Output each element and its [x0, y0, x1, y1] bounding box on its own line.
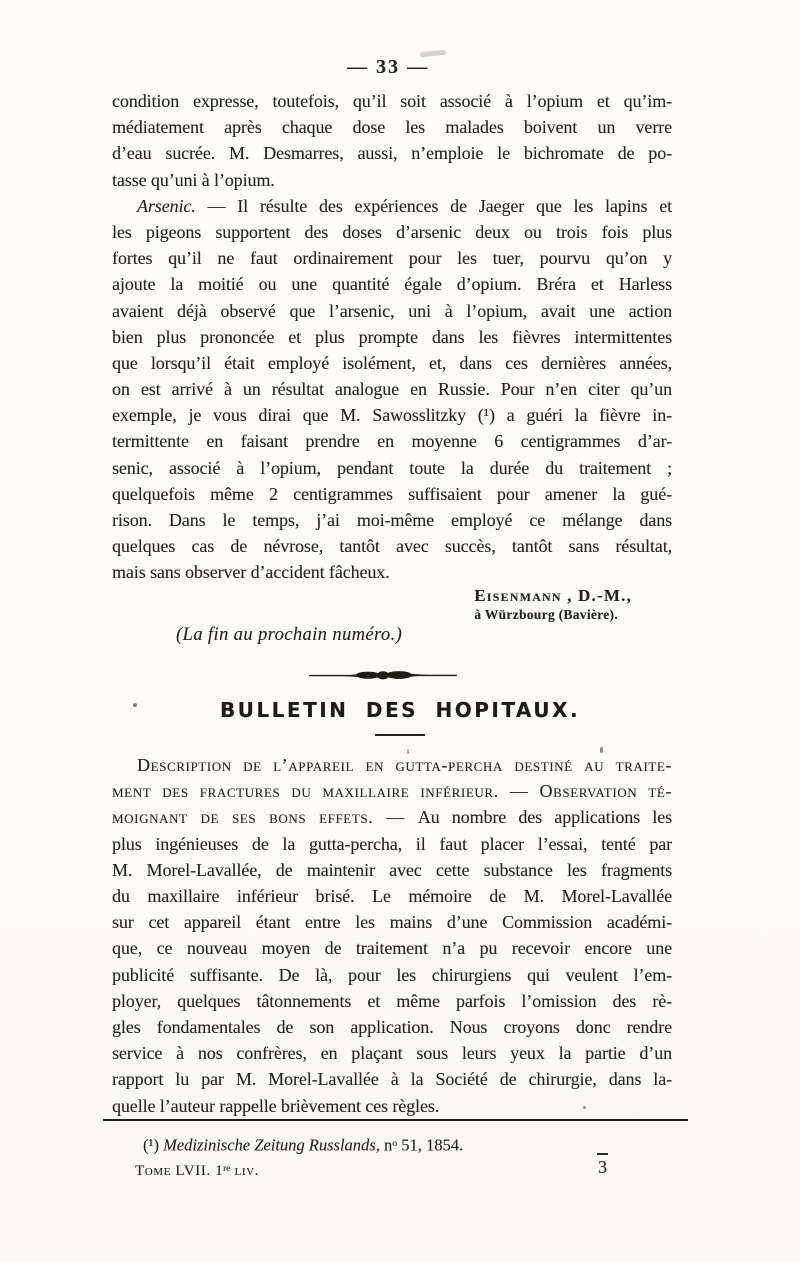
text-segment: ment des fractures du maxillaire inférieur. — Observation té-: [112, 781, 672, 802]
text-line: [112, 376, 672, 402]
text-segment: Description de l’appareil en gutta-percha destiné au traite-: [137, 755, 672, 776]
text-segment: n: [379, 1135, 393, 1155]
text-line: [112, 402, 672, 428]
text-segment: tasse qu’uni à l’opium.: [112, 169, 275, 190]
text-segment: ajoute la moitié ou une quantité égale d’opium. Bréra et Harless: [112, 274, 672, 295]
text-segment: exemple, je vous dirai que M. Sawosslitzky (¹) a guéri la fièvre in-: [112, 405, 672, 426]
paragraph-arsenic: [112, 193, 672, 586]
text-segment: service à nos confrères, en plaçant sous leurs yeux la partie d’un: [112, 1043, 672, 1064]
text-segment: condition expresse, toutefois, qu’il soit associé à l’opium et qu’im-: [112, 91, 672, 111]
text-segment: avaient déjà observé que l’arsenic, uni à l’opium, avait une action: [112, 300, 672, 321]
page-footer: [112, 1157, 672, 1181]
author-location: à Würzbourg (Bavière).: [474, 606, 618, 622]
text-line: [112, 935, 672, 961]
text-segment: d’eau sucrée. M. Desmarres, aussi, n’emploie le bichromate de po-: [112, 143, 672, 164]
text-segment: Au nombre des applications les: [417, 807, 672, 828]
text-line: [112, 455, 672, 481]
sheet-number: 3: [597, 1153, 608, 1179]
text-segment: médiatement après chaque dose les malades boivent un verre: [112, 117, 672, 138]
text-line: [112, 428, 672, 454]
text-column: [112, 88, 672, 1119]
text-segment: termittente en faisant prendre en moyenne 6 centigrammes d’ar-: [112, 431, 672, 452]
print-artifact: [407, 749, 409, 754]
text-line: [112, 752, 672, 778]
text-segment: re: [223, 1163, 231, 1173]
text-line: [112, 298, 672, 324]
page-number: — 33 —: [347, 56, 429, 78]
text-line: [112, 857, 672, 883]
text-line: [112, 324, 672, 350]
text-segment: publicité suffisante. De là, pour les chirurgiens qui veulent l’em-: [112, 964, 672, 985]
text-line: [112, 219, 672, 245]
text-segment: quelle l’auteur rappelle brièvement ces règles.: [112, 1095, 440, 1116]
section-divider-ornament: [308, 668, 458, 682]
text-line: [112, 140, 672, 166]
text-line: [112, 1093, 672, 1119]
text-segment: rison. Dans le temps, j’ai moi-même employé ce mélange dans: [112, 510, 672, 530]
text-line: [112, 883, 672, 909]
text-segment: quelquefois même 2 centigrammes suffisaient pour amener la gué-: [112, 483, 672, 504]
title-underline: [375, 734, 425, 737]
text-line: [112, 271, 672, 297]
text-line: [112, 114, 672, 140]
text-segment: les pigeons supportent des doses d’arsenic deux ou trois fois plus: [112, 221, 672, 242]
paragraph-continuation: [112, 88, 672, 193]
text-line: [112, 167, 672, 193]
text-line: [112, 193, 672, 219]
text-segment: rapport lu par M. Morel-Lavallée à la Société de chirurgie, dans la-: [112, 1069, 672, 1090]
text-segment: Medizinische Zeitung Russlands,: [163, 1135, 380, 1155]
text-segment: fortes qu’il ne faut ordinairement pour les tuer, pourvu qu’on y: [112, 248, 672, 269]
text-line: [112, 559, 672, 585]
text-segment: moignant de ses bons effets. —: [112, 807, 418, 828]
text-line: [112, 1066, 672, 1092]
text-line: [112, 778, 672, 804]
text-line: [112, 88, 672, 114]
author-name: Eisenmann , D.-M.,: [474, 585, 632, 605]
text-line: [112, 533, 672, 559]
text-segment: que lorsqu’il était employé isolément, et, dans ces dernières années,: [112, 352, 672, 373]
text-segment: o: [392, 1138, 398, 1149]
text-line: [112, 350, 672, 376]
text-line: [112, 909, 672, 935]
text-segment: mais sans observer d’accident fâcheux.: [112, 562, 390, 583]
text-segment: du maxillaire inférieur brisé. Le mémoire de M. Morel-Lavallée: [112, 886, 672, 906]
text-segment: que, ce nouveau moyen de traitement n’a pu recevoir encore une: [112, 938, 672, 959]
text-segment: on est arrivé à un résultat analogue en Russie. Pour n’en citer qu’un: [112, 379, 672, 400]
text-line: [112, 831, 672, 857]
text-line: [112, 245, 672, 271]
print-artifact: [133, 703, 137, 707]
text-segment: sur cet appareil étant entre les mains d’une Commission académi-: [112, 912, 672, 933]
text-line: [112, 962, 672, 988]
text-segment: senic, associé à l’opium, pendant toute la durée du traitement ;: [112, 457, 672, 478]
text-segment: gles fondamentales de son application. Nous croyons donc rendre: [112, 1016, 672, 1037]
section-title: BULLETIN DES HOPITAUX.: [219, 697, 581, 722]
print-artifact: [600, 747, 603, 753]
fin-note: (La fin au prochain numéro.): [176, 624, 403, 645]
text-line: [112, 507, 672, 533]
text-line: [112, 988, 672, 1014]
text-segment: ployer, quelques tâtonnements et même parfois l’omission des rè-: [112, 990, 672, 1011]
text-segment: quelques cas de névrose, tantôt avec succès, tantôt sans résultat,: [112, 536, 672, 557]
text-line: [112, 804, 672, 830]
text-segment: (¹): [143, 1135, 164, 1155]
text-line: [112, 1014, 672, 1040]
footnote-rule: [103, 1119, 688, 1121]
text-segment: — Il résulte des expériences de Jaeger que les lapins et: [195, 195, 672, 216]
print-artifact: [583, 1106, 586, 1109]
footnote: [112, 1132, 672, 1157]
text-line: [112, 481, 672, 507]
bulletin-paragraph: [112, 752, 672, 1119]
volume-line: [135, 1157, 259, 1182]
text-segment: M. Morel-Lavallée, de maintenir avec cette substance les fragments: [112, 859, 672, 880]
text-segment: bien plus prononcée et plus prompte dans les fièvres intermittentes: [112, 326, 672, 347]
text-line: [112, 1040, 672, 1066]
text-segment: plus ingénieuses de la gutta-percha, il faut placer l’essai, tenté par: [112, 833, 672, 854]
text-segment: liv.: [230, 1163, 259, 1180]
text-segment: Tome LVII. 1: [135, 1163, 224, 1180]
text-segment: 51, 1854.: [397, 1135, 464, 1155]
author-signature: [112, 586, 672, 624]
text-segment: Arsenic.: [137, 195, 196, 216]
